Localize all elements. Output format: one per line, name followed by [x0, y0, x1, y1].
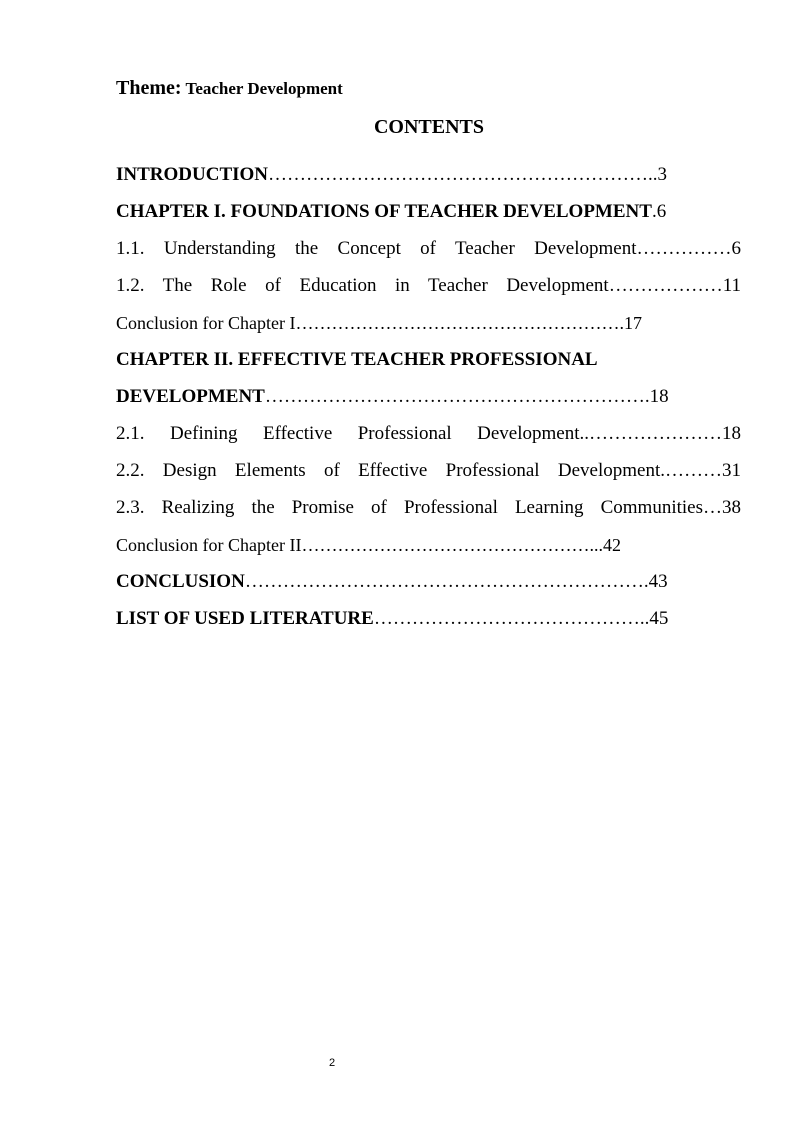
toc-page-number: 17	[623, 313, 642, 333]
page-number: 2	[329, 1057, 336, 1069]
toc-page-number: 18	[722, 423, 741, 444]
toc-entry-introduction[interactable]	[116, 163, 667, 187]
toc-page-number: 31	[722, 460, 741, 481]
toc-entry-title: Conclusion for Chapter I	[116, 313, 296, 333]
contents-heading: CONTENTS	[373, 116, 485, 138]
toc-leader-dots: …	[703, 497, 722, 518]
toc-entry-title: Conclusion for Chapter II	[116, 535, 302, 555]
toc-entry-chapter-2-continued[interactable]	[116, 385, 669, 409]
toc-entry-title: 2.2. Design Elements of Effective Professional Development.	[116, 460, 665, 481]
toc-entry-chapter-1[interactable]	[116, 200, 666, 224]
toc-page-number: 42	[602, 535, 621, 555]
toc-leader-dots: ……………………………………………………….	[244, 571, 649, 592]
toc-entry-title: CHAPTER II. EFFECTIVE TEACHER PROFESSIONAL	[116, 349, 598, 370]
toc-leader-dots: .	[651, 201, 657, 222]
theme-line	[116, 77, 343, 100]
theme-value: Teacher Development	[185, 79, 343, 98]
toc-entry-title: INTRODUCTION	[116, 164, 269, 185]
toc-entry-title: CHAPTER I. FOUNDATIONS OF TEACHER DEVELOPMENT	[116, 201, 652, 222]
toc-entry-1-1[interactable]	[116, 237, 741, 261]
toc-entry-literature[interactable]	[116, 607, 668, 631]
toc-entry-conclusion-chapter-2[interactable]	[116, 533, 621, 557]
toc-entry-1-2[interactable]	[116, 274, 741, 298]
toc-page-number: 45	[649, 608, 669, 629]
toc-leader-dots: ……………	[636, 238, 732, 259]
toc-entry-conclusion-chapter-1[interactable]	[116, 311, 642, 335]
toc-leader-dots: …………………………………………………….	[264, 386, 650, 407]
toc-entry-title: DEVELOPMENT	[116, 386, 265, 407]
toc-page-number: 6	[731, 238, 741, 259]
theme-label: Theme:	[116, 77, 182, 99]
toc-entry-2-3[interactable]	[116, 496, 741, 520]
toc-page-number: 38	[722, 497, 741, 518]
toc-entry-title: 2.3. Realizing the Promise of Professional Learning Communities	[116, 497, 703, 518]
toc-page-number: 6	[656, 201, 667, 222]
toc-entry-title: 1.1. Understanding the Concept of Teacher Development	[116, 238, 637, 259]
toc-leader-dots: ………	[665, 460, 722, 481]
toc-entry-title: 2.1. Defining Effective Professional Development.	[116, 423, 585, 444]
toc-leader-dots: ……………………………………..	[373, 608, 650, 629]
toc-leader-dots: ………………	[608, 275, 723, 296]
toc-leader-dots: ……………………………………………….	[295, 313, 624, 333]
toc-entry-chapter-2[interactable]	[116, 348, 598, 372]
toc-page-number: 18	[649, 386, 669, 407]
toc-leader-dots: ……………………………………………………..	[268, 164, 658, 185]
toc-entry-title: CONCLUSION	[116, 571, 245, 592]
toc-entry-2-1[interactable]	[116, 422, 741, 446]
toc-page-number: 43	[648, 571, 668, 592]
toc-leader-dots: .…………………	[584, 423, 722, 444]
toc-leader-dots: …………………………………………...	[301, 535, 603, 555]
toc-page-number: 11	[722, 275, 741, 296]
toc-entry-2-2[interactable]	[116, 459, 741, 483]
toc-entry-title: LIST OF USED LITERATURE	[116, 608, 374, 629]
toc-entry-title: 1.2. The Role of Education in Teacher Development	[116, 275, 609, 296]
toc-page-number: 3	[657, 164, 668, 185]
toc-entry-conclusion[interactable]	[116, 570, 668, 594]
